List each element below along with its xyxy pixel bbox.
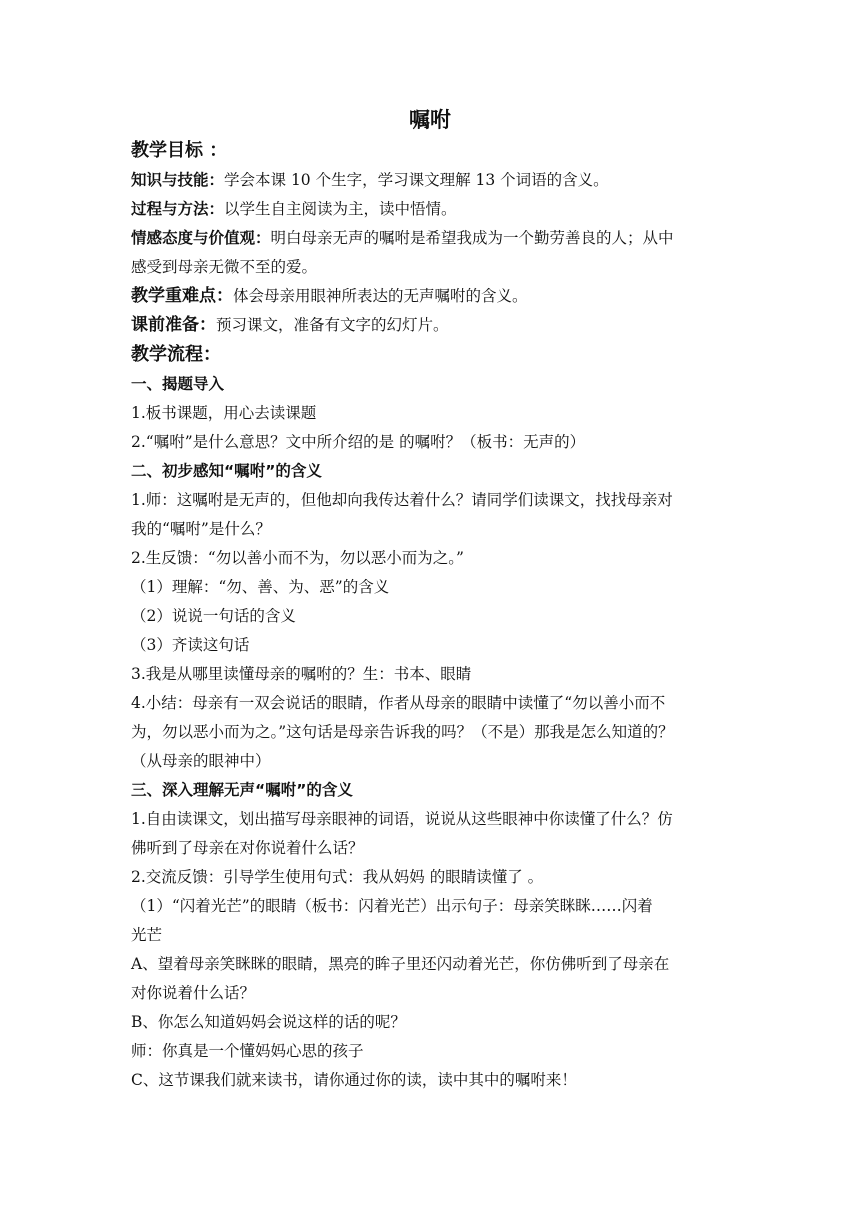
document-title: 嘱咐 (409, 108, 451, 132)
section-2-line: 3.我是从哪里读懂母亲的嘱咐的？生：书本、眼睛 (131, 665, 472, 683)
attitude-text-1: 明白母亲无声的嘱咐是希望我成为一个勤劳善良的人；从中 (270, 229, 674, 247)
section-3-line: 佛听到了母亲在对你说着什么话？ (131, 839, 364, 857)
section-3-line: A、望着母亲笑眯眯的眼睛，黑亮的眸子里还闪动着光芒，你仿佛听到了母亲在 (131, 955, 670, 973)
section-3-heading: 三、深入理解无声“嘱咐”的含义 (131, 781, 353, 799)
process-line (131, 195, 731, 224)
section-3-line: C、这节课我们就来读书，请你通过你的读，读中其中的嘱咐来！ (131, 1071, 577, 1089)
section-2-line: （2）说说一句话的含义 (131, 607, 296, 625)
section-2-line: 1.师：这嘱咐是无声的，但他却向我传达着什么？请同学们读课文，找找母亲对 (131, 491, 673, 509)
section-3-line: 师：你真是一个懂妈妈心思的孩子 (131, 1042, 364, 1060)
skills-text: 学会本课 10 个生字，学习课文理解 13 个词语的含义。 (224, 171, 609, 189)
section-2-line: 为，勿以恶小而为之。”这句话是母亲告诉我的吗？（不是）那我是怎么知道的？ (131, 723, 674, 741)
flow-heading: 教学流程： (131, 344, 221, 365)
section-3-line: 对你说着什么话？ (131, 984, 256, 1002)
document-body (131, 136, 731, 1095)
key-points-text: 体会母亲用眼神所表达的无声嘱咐的含义。 (233, 287, 528, 305)
section-1-heading: 一、揭题导入 (131, 375, 225, 393)
section-2-line: （1）理解：“勿、善、为、恶”的含义 (131, 578, 390, 596)
skills-label: 知识与技能： (131, 171, 225, 189)
attitude-label: 情感态度与价值观： (131, 229, 271, 247)
section-2-line: 我的“嘱咐”是什么？ (131, 520, 271, 538)
section-3-line: B、你怎么知道妈妈会说这样的话的呢？ (131, 1013, 406, 1031)
section-2-heading: 二、初步感知“嘱咐”的含义 (131, 462, 322, 480)
section-2-line: （从母亲的眼神中） (131, 752, 271, 770)
objectives-heading: 教学目标 ： (131, 140, 228, 161)
section-2-line: （3）齐读这句话 (131, 636, 250, 654)
process-text: 以学生自主阅读为主，读中悟情。 (224, 200, 457, 218)
attitude-line (131, 224, 731, 253)
section-2-line: 2.生反馈：“勿以善小而不为，勿以恶小而为之。” (131, 549, 464, 567)
section-3-line: 光芒 (131, 926, 163, 944)
process-label: 过程与方法： (131, 200, 225, 218)
preparation-line (131, 311, 731, 340)
preparation-label: 课前准备： (131, 315, 216, 335)
section-2-line: 4.小结：母亲有一双会说话的眼睛，作者从母亲的眼睛中读懂了“勿以善小而不 (131, 694, 666, 712)
attitude-line-cont: 感受到母亲无微不至的爱。 (131, 258, 318, 276)
key-points-line (131, 282, 731, 311)
section-1-line: 2.“嘱咐”是什么意思？文中所介绍的是 的嘱咐？（板书：无声的） (131, 433, 586, 451)
section-1-line: 1.板书课题，用心去读课题 (131, 404, 317, 422)
preparation-text: 预习课文，准备有文字的幻灯片。 (216, 316, 449, 334)
section-3-line: 2.交流反馈：引导学生使用句式：我从妈妈 的眼睛读懂了 。 (131, 868, 544, 886)
section-3-line: 1.自由读课文，划出描写母亲眼神的词语，说说从这些眼神中你读懂了什么？仿 (131, 810, 673, 828)
key-points-label: 教学重难点： (131, 286, 233, 306)
skills-line (131, 166, 731, 195)
section-3-line: （1）“闪着光芒”的眼睛（板书：闪着光芒）出示句子：母亲笑眯眯……闪着 (131, 897, 653, 915)
